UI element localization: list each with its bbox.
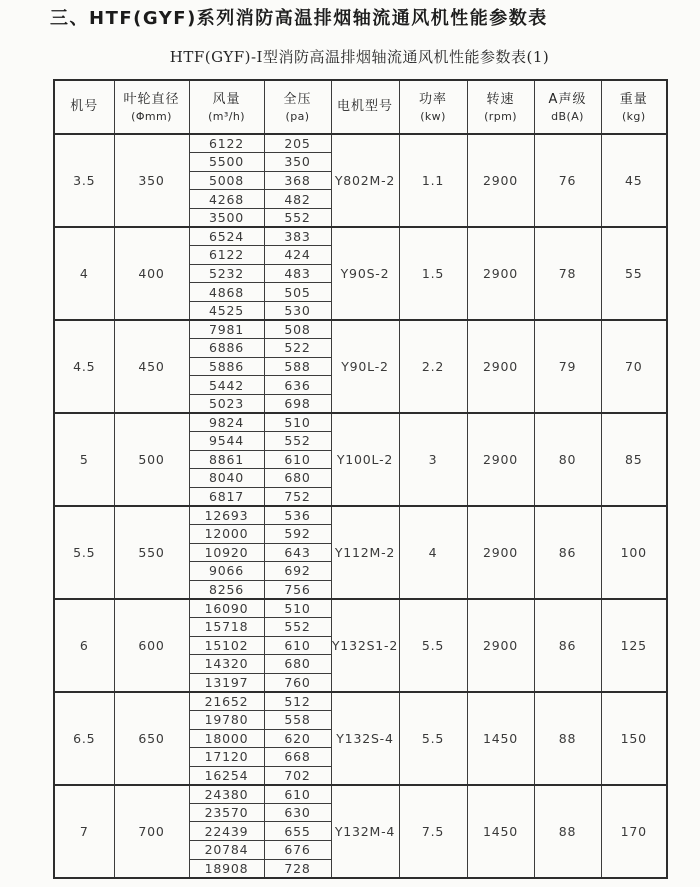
cell-pressure: 558 (264, 710, 331, 729)
cell-pressure: 676 (264, 841, 331, 860)
cell-speed: 2900 (467, 227, 534, 320)
cell-power: 3 (399, 413, 467, 506)
cell-airflow: 21652 (189, 692, 264, 711)
cell-speed: 2900 (467, 134, 534, 227)
cell-airflow: 15718 (189, 617, 264, 636)
cell-airflow: 9824 (189, 413, 264, 432)
header-unit: (kg) (621, 109, 646, 123)
cell-airflow: 14320 (189, 655, 264, 674)
cell-pressure: 510 (264, 413, 331, 432)
table-row (54, 134, 667, 153)
cell-pressure: 508 (264, 320, 331, 339)
column-header-speed (467, 80, 534, 134)
cell-pressure: 350 (264, 153, 331, 172)
cell-speed: 1450 (467, 692, 534, 785)
header-label: 电机型号 (336, 99, 393, 114)
cell-airflow: 13197 (189, 673, 264, 692)
cell-pressure: 636 (264, 376, 331, 395)
cell-weight: 85 (601, 413, 667, 506)
column-header-pressure (264, 80, 331, 134)
column-header-model-no (54, 80, 114, 134)
cell-pressure: 668 (264, 748, 331, 767)
cell-pressure: 536 (264, 506, 331, 525)
header-unit: (rpm) (484, 109, 517, 123)
cell-pressure: 698 (264, 394, 331, 413)
cell-airflow: 5008 (189, 171, 264, 190)
cell-speed: 1450 (467, 785, 534, 878)
table-row (54, 320, 667, 339)
cell-airflow: 19780 (189, 710, 264, 729)
cell-weight: 150 (601, 692, 667, 785)
cell-airflow: 4268 (189, 190, 264, 209)
cell-model-no: 7 (54, 785, 114, 878)
cell-model-no: 5.5 (54, 506, 114, 599)
cell-power: 2.2 (399, 320, 467, 413)
cell-weight: 45 (601, 134, 667, 227)
cell-pressure: 728 (264, 859, 331, 878)
cell-speed: 2900 (467, 599, 534, 692)
column-header-motor-model (331, 80, 399, 134)
cell-pressure: 620 (264, 729, 331, 748)
table-row (54, 506, 667, 525)
cell-weight: 125 (601, 599, 667, 692)
cell-model-no: 6.5 (54, 692, 114, 785)
cell-airflow: 18908 (189, 859, 264, 878)
cell-model-no: 5 (54, 413, 114, 506)
cell-impeller-diameter: 450 (114, 320, 189, 413)
cell-noise-level: 88 (534, 692, 601, 785)
header-unit: (pa) (285, 109, 310, 123)
column-header-impeller-diameter (114, 80, 189, 134)
cell-airflow: 5232 (189, 264, 264, 283)
cell-power: 7.5 (399, 785, 467, 878)
cell-power: 4 (399, 506, 467, 599)
cell-airflow: 7981 (189, 320, 264, 339)
cell-impeller-diameter: 500 (114, 413, 189, 506)
cell-pressure: 424 (264, 246, 331, 265)
header-row (54, 80, 667, 134)
cell-pressure: 510 (264, 599, 331, 618)
cell-pressure: 552 (264, 432, 331, 451)
cell-airflow: 16254 (189, 766, 264, 785)
cell-pressure: 368 (264, 171, 331, 190)
cell-pressure: 692 (264, 562, 331, 581)
cell-airflow: 17120 (189, 748, 264, 767)
table-title: HTF(GYF)-I型消防高温排烟轴流通风机性能参数表(1) (169, 48, 550, 66)
cell-impeller-diameter: 650 (114, 692, 189, 785)
cell-airflow: 22439 (189, 822, 264, 841)
table-row (54, 692, 667, 711)
column-header-airflow (189, 80, 264, 134)
cell-weight: 70 (601, 320, 667, 413)
header-unit: (m³/h) (208, 109, 245, 123)
cell-power: 5.5 (399, 599, 467, 692)
cell-airflow: 15102 (189, 636, 264, 655)
cell-motor-model: Y132M-4 (331, 785, 399, 878)
cell-pressure: 610 (264, 636, 331, 655)
cell-impeller-diameter: 400 (114, 227, 189, 320)
cell-power: 1.1 (399, 134, 467, 227)
fan-performance-table (53, 79, 668, 879)
cell-airflow: 9066 (189, 562, 264, 581)
cell-airflow: 10920 (189, 543, 264, 562)
cell-motor-model: Y802M-2 (331, 134, 399, 227)
cell-airflow: 6122 (189, 246, 264, 265)
cell-power: 5.5 (399, 692, 467, 785)
column-header-power (399, 80, 467, 134)
cell-airflow: 24380 (189, 785, 264, 804)
header-label: 叶轮直径 (123, 91, 180, 107)
header-label: 功率 (418, 91, 447, 107)
cell-pressure: 592 (264, 524, 331, 543)
cell-airflow: 16090 (189, 599, 264, 618)
cell-airflow: 4525 (189, 301, 264, 320)
cell-pressure: 630 (264, 803, 331, 822)
cell-airflow: 4868 (189, 283, 264, 302)
cell-airflow: 6122 (189, 134, 264, 153)
cell-noise-level: 88 (534, 785, 601, 878)
cell-pressure: 483 (264, 264, 331, 283)
cell-motor-model: Y132S-4 (331, 692, 399, 785)
cell-impeller-diameter: 550 (114, 506, 189, 599)
cell-motor-model: Y90S-2 (331, 227, 399, 320)
cell-airflow: 5023 (189, 394, 264, 413)
table-body (54, 134, 667, 878)
cell-pressure: 655 (264, 822, 331, 841)
header-label: A声级 (548, 91, 587, 107)
cell-noise-level: 86 (534, 506, 601, 599)
header-label: 机号 (70, 99, 99, 114)
cell-pressure: 680 (264, 469, 331, 488)
cell-airflow: 6817 (189, 487, 264, 506)
cell-airflow: 5886 (189, 357, 264, 376)
cell-model-no: 3.5 (54, 134, 114, 227)
cell-pressure: 383 (264, 227, 331, 246)
cell-noise-level: 86 (534, 599, 601, 692)
cell-pressure: 756 (264, 580, 331, 599)
cell-airflow: 12693 (189, 506, 264, 525)
cell-noise-level: 78 (534, 227, 601, 320)
cell-weight: 100 (601, 506, 667, 599)
cell-airflow: 23570 (189, 803, 264, 822)
cell-model-no: 6 (54, 599, 114, 692)
header-label: 风量 (212, 91, 241, 107)
cell-airflow: 8040 (189, 469, 264, 488)
table-row (54, 785, 667, 804)
cell-pressure: 530 (264, 301, 331, 320)
cell-pressure: 752 (264, 487, 331, 506)
cell-motor-model: Y90L-2 (331, 320, 399, 413)
cell-pressure: 702 (264, 766, 331, 785)
cell-airflow: 8256 (189, 580, 264, 599)
cell-noise-level: 80 (534, 413, 601, 506)
cell-model-no: 4.5 (54, 320, 114, 413)
cell-motor-model: Y132S1-2 (331, 599, 399, 692)
cell-airflow: 20784 (189, 841, 264, 860)
table-row (54, 227, 667, 246)
cell-noise-level: 76 (534, 134, 601, 227)
cell-airflow: 5442 (189, 376, 264, 395)
cell-airflow: 8861 (189, 450, 264, 469)
table-row (54, 413, 667, 432)
cell-pressure: 680 (264, 655, 331, 674)
cell-pressure: 512 (264, 692, 331, 711)
cell-airflow: 6886 (189, 339, 264, 358)
cell-pressure: 205 (264, 134, 331, 153)
cell-model-no: 4 (54, 227, 114, 320)
cell-motor-model: Y100L-2 (331, 413, 399, 506)
page-title: 三、HTF(GYF)系列消防高温排烟轴流通风机性能参数表 (50, 8, 548, 29)
cell-airflow: 9544 (189, 432, 264, 451)
cell-pressure: 610 (264, 785, 331, 804)
cell-pressure: 760 (264, 673, 331, 692)
cell-weight: 55 (601, 227, 667, 320)
table-row (54, 599, 667, 618)
cell-pressure: 610 (264, 450, 331, 469)
cell-speed: 2900 (467, 320, 534, 413)
header-unit: dB(A) (551, 109, 584, 123)
header-label: 转速 (486, 91, 515, 107)
cell-pressure: 643 (264, 543, 331, 562)
cell-power: 1.5 (399, 227, 467, 320)
cell-motor-model: Y112M-2 (331, 506, 399, 599)
cell-weight: 170 (601, 785, 667, 878)
cell-airflow: 3500 (189, 208, 264, 227)
cell-airflow: 12000 (189, 524, 264, 543)
header-unit: (kw) (420, 109, 446, 123)
cell-airflow: 6524 (189, 227, 264, 246)
header-unit: (Φmm) (131, 109, 172, 123)
cell-airflow: 18000 (189, 729, 264, 748)
cell-speed: 2900 (467, 506, 534, 599)
column-header-weight (601, 80, 667, 134)
cell-impeller-diameter: 600 (114, 599, 189, 692)
cell-pressure: 505 (264, 283, 331, 302)
cell-pressure: 588 (264, 357, 331, 376)
cell-speed: 2900 (467, 413, 534, 506)
header-label: 重量 (619, 91, 648, 107)
cell-pressure: 552 (264, 617, 331, 636)
cell-airflow: 5500 (189, 153, 264, 172)
cell-pressure: 552 (264, 208, 331, 227)
cell-pressure: 482 (264, 190, 331, 209)
column-header-noise-level (534, 80, 601, 134)
cell-impeller-diameter: 700 (114, 785, 189, 878)
cell-noise-level: 79 (534, 320, 601, 413)
cell-impeller-diameter: 350 (114, 134, 189, 227)
header-label: 全压 (283, 91, 312, 107)
cell-pressure: 522 (264, 339, 331, 358)
table-header (54, 80, 667, 134)
